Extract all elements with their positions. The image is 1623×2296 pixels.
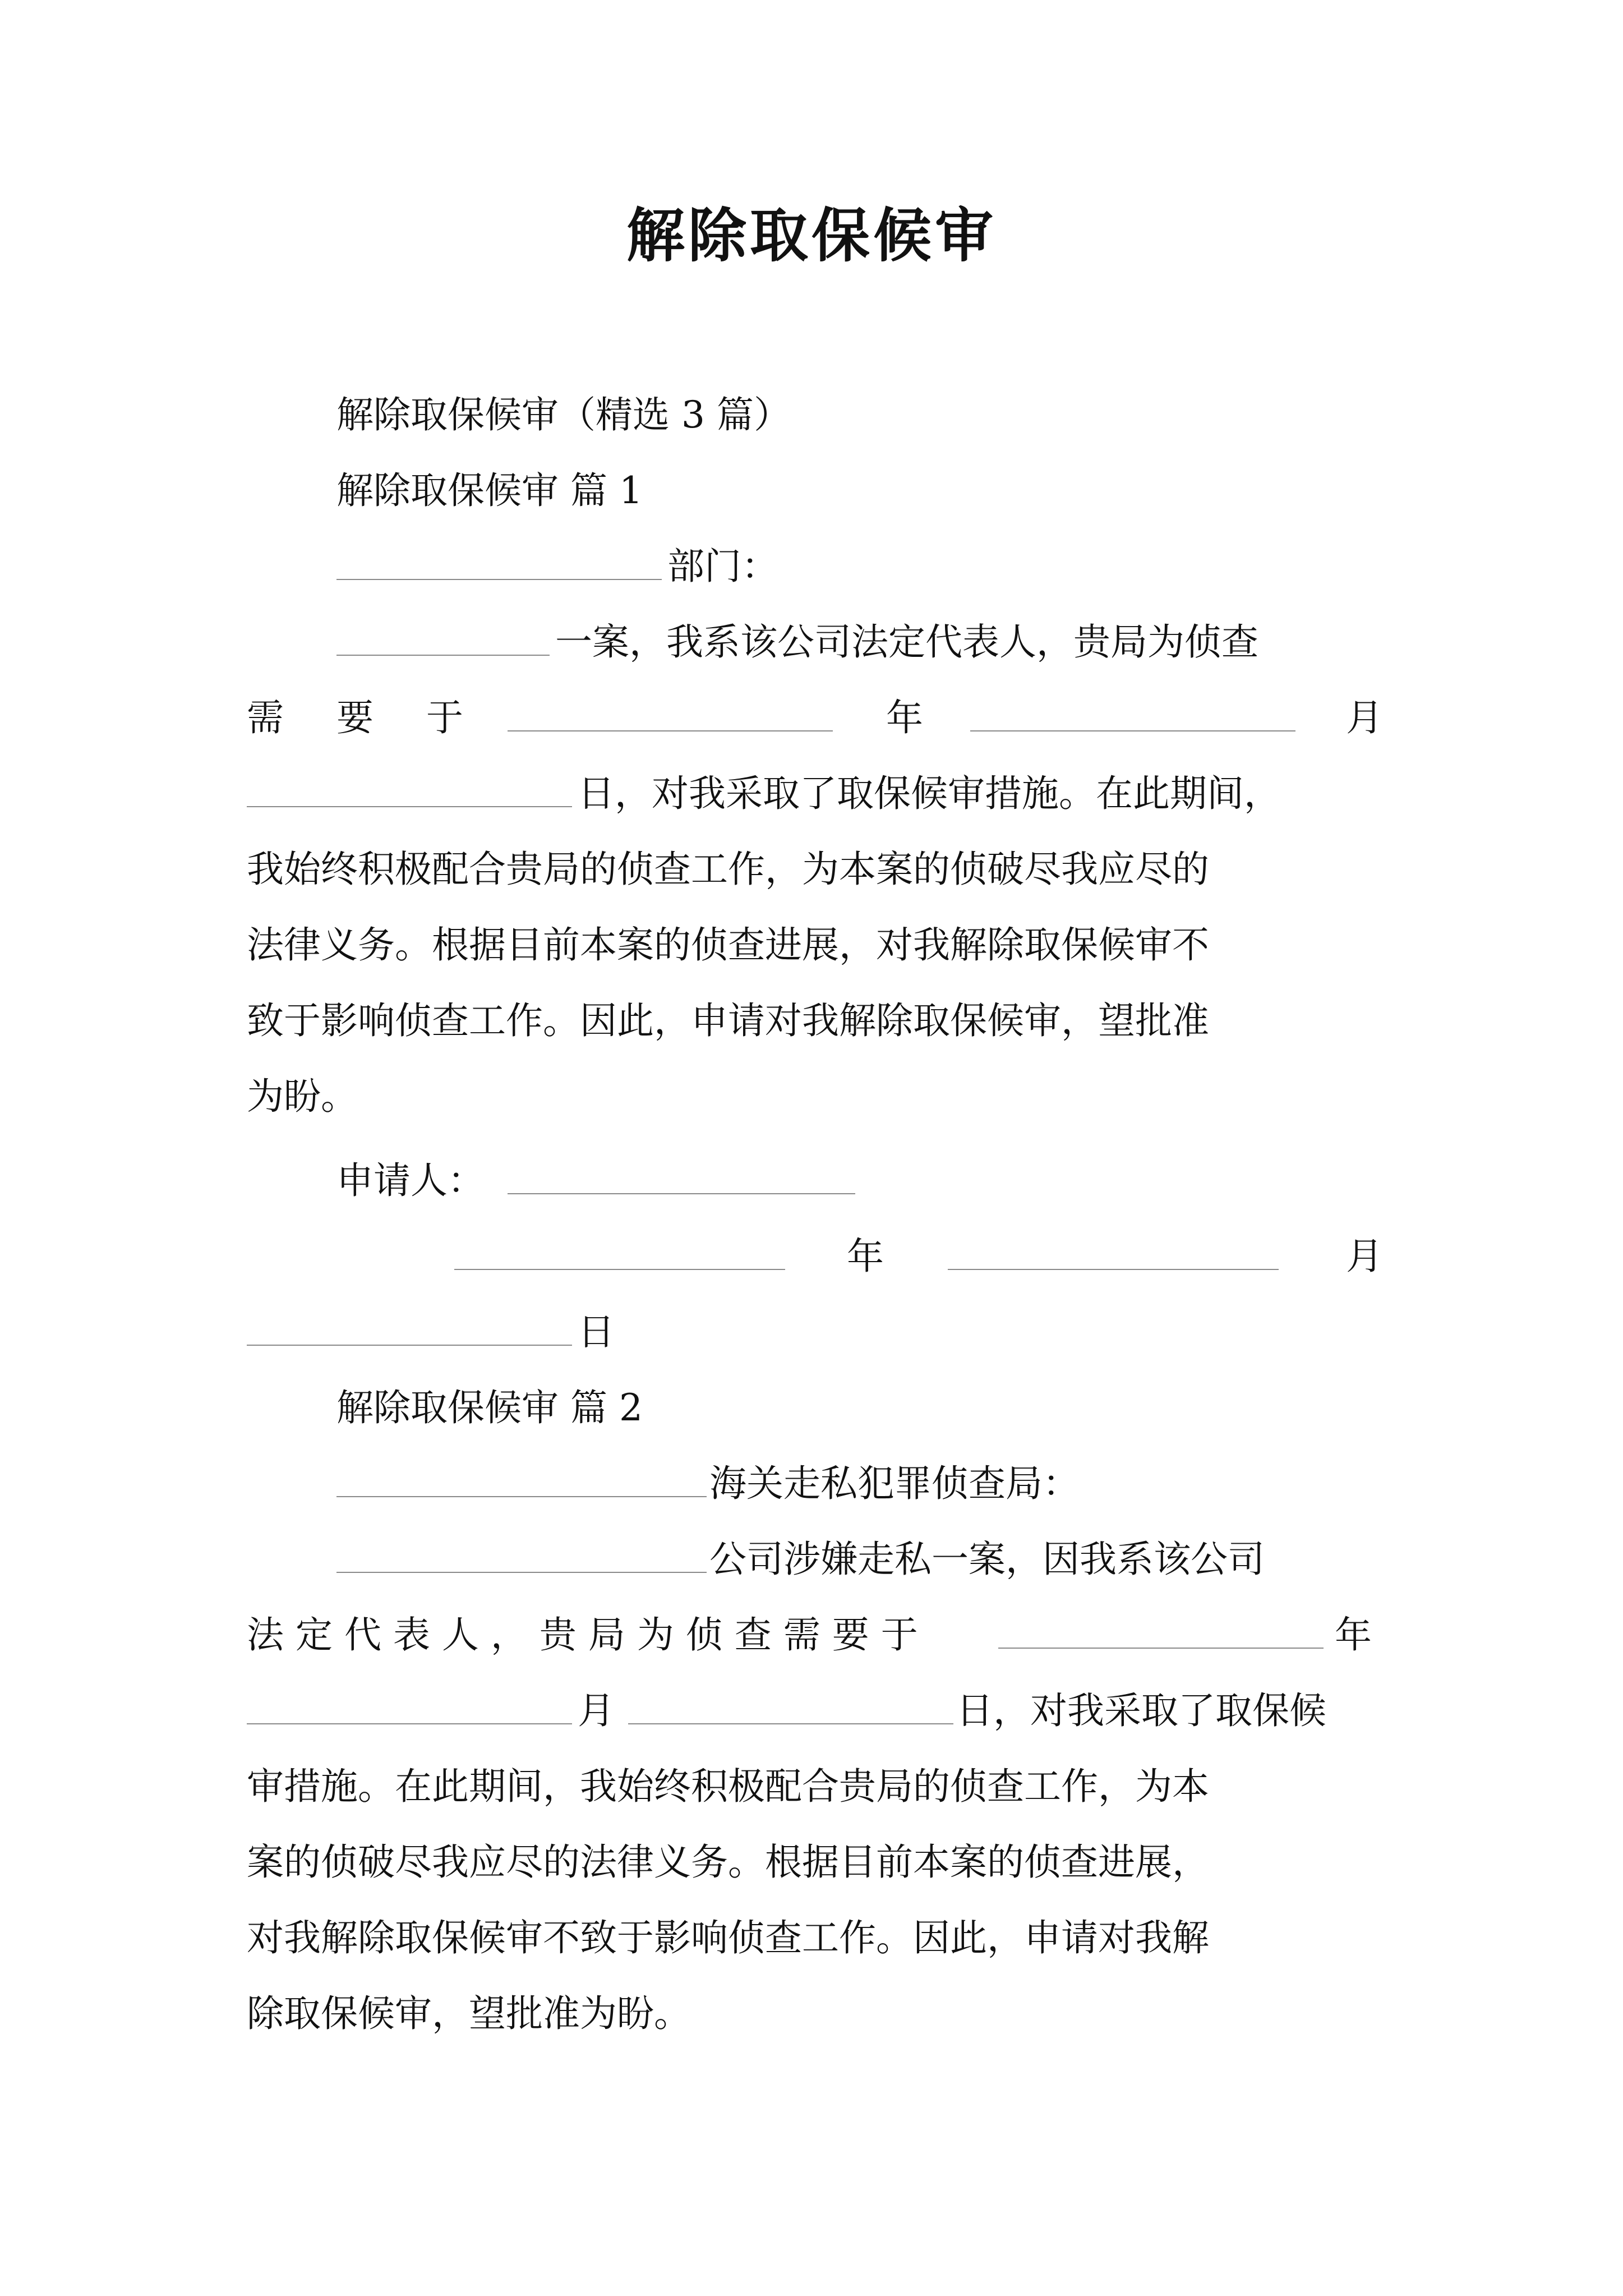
- month-label: 月: [1346, 696, 1383, 739]
- part2-heading: 解除取保候审 篇 2: [336, 1386, 643, 1429]
- part2-addressee-line: [0, 1450, 1623, 1517]
- blank-field: [508, 730, 833, 731]
- part1-text: 需: [247, 696, 284, 739]
- part2-text: 除取保候审，望批准为盼。: [247, 1992, 691, 2035]
- intro-text: 解除取保候审（精选 3 篇）: [336, 393, 791, 436]
- blank-field: [454, 1269, 785, 1270]
- part1-text: 要: [336, 696, 374, 739]
- part1-text: 法律义务。根据目前本案的侦查进展，对我解除取保候审不: [247, 923, 1209, 967]
- applicant-label: 申请人：: [336, 1159, 485, 1202]
- day-label: 日: [578, 1310, 615, 1354]
- blank-field: [970, 730, 1295, 731]
- part2-text: 对我解除取保候审不致于影响侦查工作。因此，申请对我解: [247, 1916, 1209, 1959]
- part2-text: 审措施。在此期间，我始终积极配合贵局的侦查工作，为本: [247, 1765, 1209, 1808]
- part2-para-line: [0, 1753, 1623, 1820]
- part1-heading-line: [0, 457, 1623, 524]
- part1-para-line: [0, 609, 1623, 676]
- part2-customs: 海关走私犯罪侦查局：: [709, 1462, 1080, 1505]
- blank-field: [336, 1572, 707, 1573]
- month-label: 月: [1346, 1235, 1383, 1278]
- blank-field: [998, 1648, 1324, 1649]
- year-label: 年: [1335, 1613, 1372, 1657]
- part1-text: 于: [426, 696, 463, 739]
- part1-text: 为盼。: [247, 1075, 358, 1118]
- part1-heading: 解除取保候审 篇 1: [336, 469, 643, 512]
- applicant-line: [0, 1147, 1623, 1214]
- part1-para-line: [0, 987, 1623, 1055]
- part1-text: 一案，我系该公司法定代表人，贵局为侦查: [555, 620, 1258, 664]
- part2-para-line: [0, 1677, 1623, 1745]
- blank-field: [508, 1193, 855, 1194]
- part1-para-line: [0, 760, 1623, 827]
- part2-heading-line: [0, 1374, 1623, 1442]
- blank-field: [628, 1723, 953, 1724]
- blank-field: [247, 806, 572, 807]
- date-line: [0, 1223, 1623, 1290]
- part2-para-line: [0, 1602, 1623, 1669]
- year-label: 年: [886, 696, 923, 739]
- part2-text: 公司涉嫌走私一案，因我系该公司: [709, 1538, 1265, 1581]
- part1-text: 我始终积极配合贵局的侦查工作，为本案的侦破尽我应尽的: [247, 848, 1209, 891]
- part2-para-line: [0, 1829, 1623, 1896]
- part2-text: 法 定 代 表 人 ， 贵 局 为 侦 查 需 要 于: [247, 1613, 918, 1657]
- part2-para-line: [0, 1904, 1623, 1972]
- blank-field: [948, 1269, 1279, 1270]
- blank-field: [247, 1723, 572, 1724]
- part2-para-line: [0, 1526, 1623, 1593]
- blank-field: [336, 1496, 707, 1497]
- blank-field: [247, 1345, 572, 1346]
- part1-text: 日，对我采取了取保候审措施。在此期间，: [578, 772, 1281, 815]
- blank-field: [336, 655, 550, 656]
- year-label: 年: [847, 1235, 884, 1278]
- blank-field: [336, 579, 662, 580]
- part1-dept: 部门：: [667, 545, 778, 588]
- part2-para-line: [0, 1980, 1623, 2047]
- part2-text: 日，对我采取了取保候: [956, 1689, 1326, 1732]
- document-title: 解除取保候审: [626, 201, 997, 270]
- part1-para-line: [0, 684, 1623, 752]
- month-label: 月: [578, 1689, 615, 1732]
- date-day-line: [0, 1299, 1623, 1366]
- part1-text: 致于影响侦查工作。因此，申请对我解除取保候审，望批准: [247, 999, 1209, 1042]
- part2-text: 案的侦破尽我应尽的法律义务。根据目前本案的侦查进展，: [247, 1841, 1209, 1884]
- intro-line: [0, 381, 1623, 449]
- part1-para-line: [0, 836, 1623, 903]
- part1-para-line: [0, 912, 1623, 979]
- part1-para-line: [0, 1063, 1623, 1130]
- part1-addressee-line: [0, 533, 1623, 600]
